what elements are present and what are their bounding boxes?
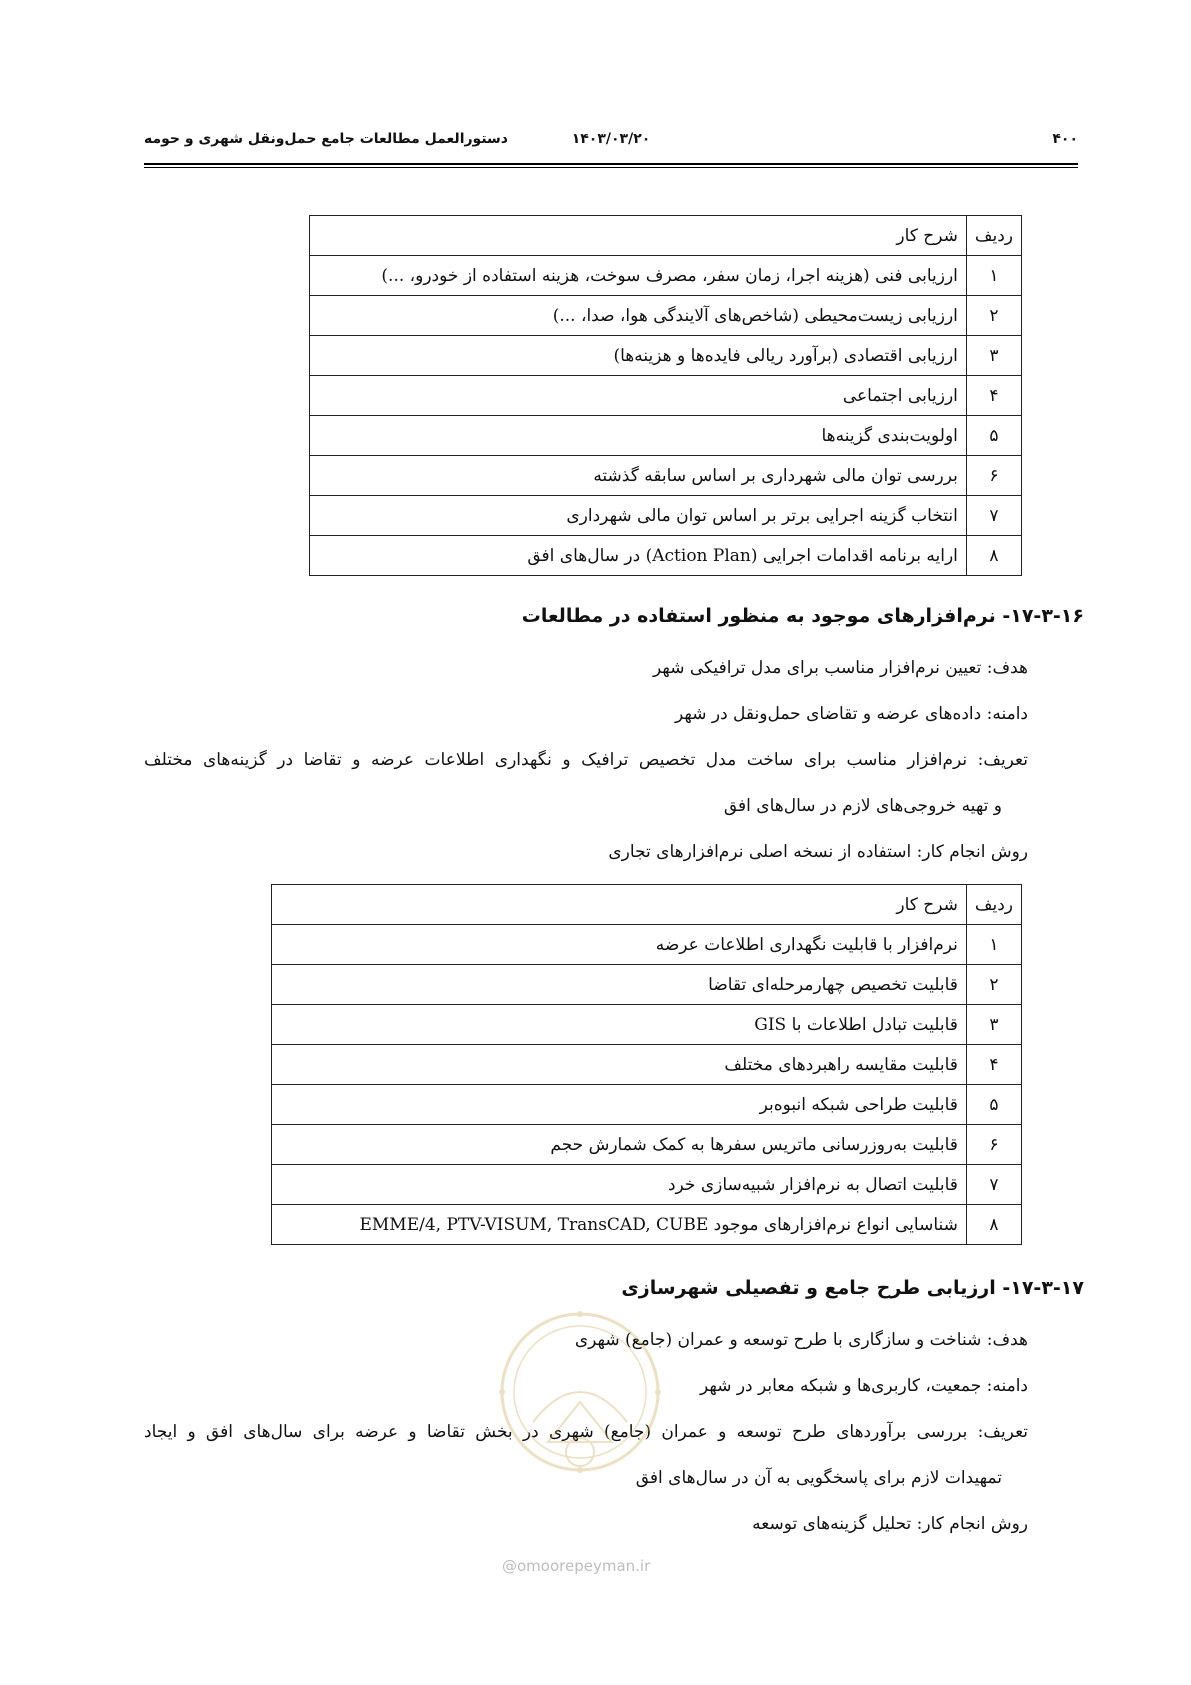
table-row bbox=[310, 376, 1022, 416]
section17-definition-line2: تمهیدات لازم برای پاسخگویی به آن در سال‌های افق bbox=[635, 1468, 1002, 1488]
section17-definition-line1: تعریف: بررسی برآوردهای طرح توسعه و عمران (جامع) شهری در بخش تقاضا و عرضه برای سال‌های افق و ایجاد bbox=[144, 1422, 1028, 1442]
table-row bbox=[310, 256, 1022, 296]
row-description: قابلیت تبادل اطلاعات با GIS bbox=[272, 1005, 967, 1045]
page-number: ۴۰۰ bbox=[1052, 131, 1078, 147]
row-description: شناسایی انواع نرم‌افزارهای موجود EMME/4, PTV-VISUM, TransCAD, CUBE bbox=[272, 1205, 967, 1245]
header-title: دستورالعمل مطالعات جامع حمل‌ونقل شهری و حومه bbox=[144, 131, 508, 147]
section16-definition-line2: و تهیه خروجی‌های لازم در سال‌های افق bbox=[723, 796, 1002, 816]
row-description: ارزیابی زیست‌محیطی (شاخص‌های آلایندگی هوا، صدا، ...) bbox=[310, 296, 967, 336]
section17-goal: هدف: شناخت و سازگاری با طرح توسعه و عمران (جامع) شهری bbox=[574, 1330, 1028, 1350]
table-row bbox=[310, 536, 1022, 576]
table-row bbox=[310, 296, 1022, 336]
table-row bbox=[272, 1125, 1022, 1165]
table-row bbox=[310, 336, 1022, 376]
section-heading-master-plan: ۱۷-۳-۱۷- ارزیابی طرح جامع و تفصیلی شهرسازی bbox=[621, 1277, 1084, 1299]
work-table-evaluation bbox=[309, 215, 1022, 576]
header-date: ۱۴۰۳/۰۳/۲۰ bbox=[571, 131, 651, 147]
row-number: ۲ bbox=[966, 965, 1021, 1005]
header-rule-thin bbox=[144, 167, 1078, 168]
section17-method: روش انجام کار: تحلیل گزینه‌های توسعه bbox=[752, 1514, 1028, 1534]
row-number: ۵ bbox=[966, 416, 1021, 456]
table-row bbox=[272, 1005, 1022, 1045]
section-heading-software: ۱۷-۳-۱۶- نرم‌افزارهای موجود به منظور استفاده در مطالعات bbox=[521, 605, 1084, 627]
row-number: ۴ bbox=[966, 1045, 1021, 1085]
row-number: ۸ bbox=[966, 536, 1021, 576]
row-description: قابلیت اتصال به نرم‌افزار شبیه‌سازی خرد bbox=[272, 1165, 967, 1205]
table-row bbox=[272, 1085, 1022, 1125]
row-number: ۵ bbox=[966, 1085, 1021, 1125]
watermark-seal-icon bbox=[493, 1302, 668, 1492]
col-header-desc: شرح کار bbox=[310, 216, 967, 256]
table-row bbox=[310, 456, 1022, 496]
col-header-row: ردیف bbox=[966, 885, 1021, 925]
header-rule-thick bbox=[144, 163, 1078, 165]
table-row bbox=[272, 1165, 1022, 1205]
table-header-row bbox=[310, 216, 1022, 256]
row-number: ۳ bbox=[966, 336, 1021, 376]
row-number: ۱ bbox=[966, 256, 1021, 296]
row-number: ۶ bbox=[966, 456, 1021, 496]
table-row bbox=[272, 1045, 1022, 1085]
section16-goal: هدف: تعیین نرم‌افزار مناسب برای مدل ترافیکی شهر bbox=[653, 658, 1028, 678]
row-number: ۶ bbox=[966, 1125, 1021, 1165]
row-description: اولویت‌بندی گزینه‌ها bbox=[310, 416, 967, 456]
table-row bbox=[272, 925, 1022, 965]
table-row bbox=[310, 416, 1022, 456]
section16-method: روش انجام کار: استفاده از نسخه اصلی نرم‌افزارهای تجاری bbox=[608, 842, 1028, 862]
col-header-desc: شرح کار bbox=[272, 885, 967, 925]
row-description: ارزیابی اجتماعی bbox=[310, 376, 967, 416]
table-row bbox=[272, 965, 1022, 1005]
row-description: قابلیت مقایسه راهبردهای مختلف bbox=[272, 1045, 967, 1085]
row-number: ۷ bbox=[966, 1165, 1021, 1205]
row-number: ۱ bbox=[966, 925, 1021, 965]
row-description: ارایه برنامه اقدامات اجرایی (Action Plan) در سال‌های افق bbox=[310, 536, 967, 576]
row-description: ارزیابی فنی (هزینه اجرا، زمان سفر، مصرف سوخت، هزینه استفاده از خودرو، ...) bbox=[310, 256, 967, 296]
col-header-row: ردیف bbox=[966, 216, 1021, 256]
section16-scope: دامنه: داده‌های عرضه و تقاضای حمل‌ونقل در شهر bbox=[675, 704, 1028, 724]
row-number: ۳ bbox=[966, 1005, 1021, 1045]
watermark-url: @omoorepeyman.ir bbox=[502, 1557, 651, 1575]
table-row bbox=[272, 1205, 1022, 1245]
row-number: ۷ bbox=[966, 496, 1021, 536]
table-row bbox=[310, 496, 1022, 536]
row-number: ۴ bbox=[966, 376, 1021, 416]
row-number: ۲ bbox=[966, 296, 1021, 336]
row-description: قابلیت تخصیص چهارمرحله‌ای تقاضا bbox=[272, 965, 967, 1005]
section16-definition-line1: تعریف: نرم‌افزار مناسب برای ساخت مدل تخصیص ترافیک و نگهداری اطلاعات عرضه و تقاضا در گزینه‌های مختلف bbox=[144, 750, 1028, 770]
page-header bbox=[144, 131, 1078, 153]
table-header-row bbox=[272, 885, 1022, 925]
row-description: ارزیابی اقتصادی (برآورد ریالی فایده‌ها و هزینه‌ها) bbox=[310, 336, 967, 376]
work-table-software bbox=[271, 884, 1022, 1245]
row-description: قابلیت به‌روزرسانی ماتریس سفرها به کمک شمارش حجم bbox=[272, 1125, 967, 1165]
row-description: نرم‌افزار با قابلیت نگهداری اطلاعات عرضه bbox=[272, 925, 967, 965]
row-description: انتخاب گزینه اجرایی برتر بر اساس توان مالی شهرداری bbox=[310, 496, 967, 536]
row-description: بررسی توان مالی شهرداری بر اساس سابقه گذشته bbox=[310, 456, 967, 496]
row-description: قابلیت طراحی شبکه انبوه‌بر bbox=[272, 1085, 967, 1125]
section17-scope: دامنه: جمعیت، کاربری‌ها و شبکه معابر در شهر bbox=[699, 1376, 1028, 1396]
row-number: ۸ bbox=[966, 1205, 1021, 1245]
